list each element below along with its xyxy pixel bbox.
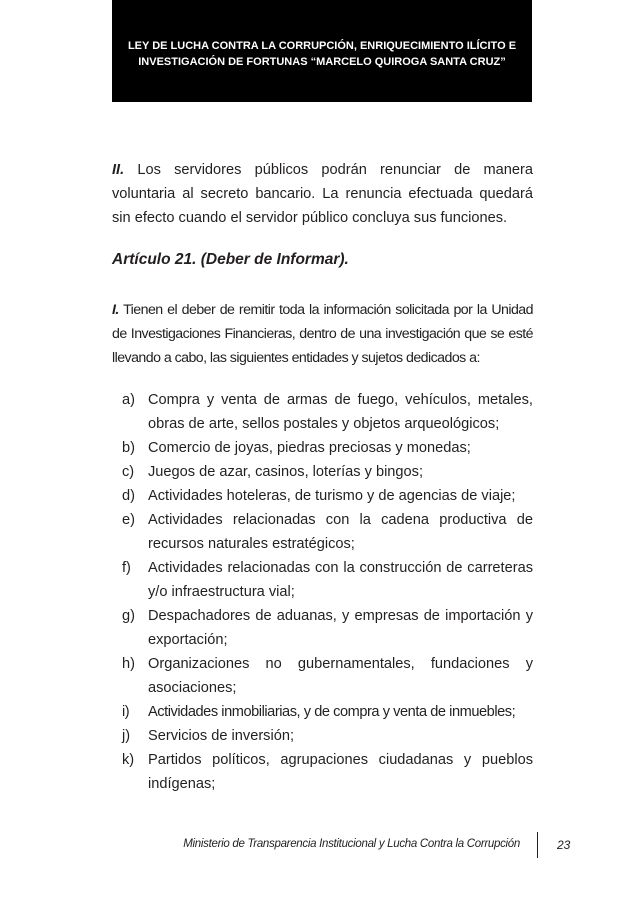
- list-item: [112, 460, 533, 484]
- list-item-marker: a): [122, 392, 135, 408]
- list-item: [112, 748, 533, 796]
- list-item-text: Actividades hoteleras, de turismo y de agencias de viaje;: [148, 488, 516, 504]
- list-item-text: Juegos de azar, casinos, loterías y bingos;: [148, 464, 424, 480]
- list-item-text: Partidos políticos, agrupaciones ciudadanas y pueblos indígenas;: [148, 752, 533, 792]
- footer-ministry-name: Ministerio de Transparencia Institucional y Lucha Contra la Corrupción: [183, 838, 520, 850]
- list-item-text: Actividades relacionadas con la cadena productiva de recursos naturales estratégicos;: [148, 512, 533, 552]
- list-item-text: Despachadores de aduanas, y empresas de importación y exportación;: [148, 608, 533, 648]
- list-item: [112, 556, 533, 604]
- list-item-text: Servicios de inversión;: [148, 728, 295, 744]
- list-item: [112, 508, 533, 556]
- list-item: [112, 484, 533, 508]
- list-item: [112, 436, 533, 460]
- article-heading: Artículo 21. (Deber de Informar).: [112, 251, 349, 268]
- paragraph-i: [112, 298, 533, 370]
- list-item-text: Actividades relacionadas con la construcción de carreteras y/o infraestructura vial;: [148, 560, 533, 600]
- list-item: [112, 700, 533, 724]
- list-item: [112, 388, 533, 436]
- paragraph-ii-text: Los servidores públicos podrán renunciar de manera voluntaria al secreto bancario. La renuncia efectuada quedará sin efecto cuando el servidor público concluya sus funciones.: [112, 162, 534, 226]
- list-item-text: Actividades inmobiliarias, y de compra y venta de inmuebles;: [148, 704, 516, 720]
- list-item-marker: c): [122, 464, 135, 480]
- list-item-marker: j): [122, 728, 131, 744]
- list-item-marker: k): [122, 752, 135, 768]
- list-item-marker: e): [122, 512, 135, 528]
- list-item-text: Comercio de joyas, piedras preciosas y monedas;: [148, 440, 471, 456]
- list-item-marker: b): [122, 440, 135, 456]
- document-body: [112, 158, 533, 796]
- list-item: [112, 724, 533, 748]
- list-item: [112, 652, 533, 700]
- list-item-text: Organizaciones no gubernamentales, fundaciones y asociaciones;: [148, 656, 533, 696]
- paragraph-i-number: I.: [112, 302, 119, 318]
- list-item-text: Compra y venta de armas de fuego, vehículos, metales, obras de arte, sellos postales y objetos arqueológicos;: [148, 392, 533, 432]
- list-item-marker: h): [122, 656, 135, 672]
- paragraph-ii: [112, 158, 533, 230]
- list-item-marker: i): [122, 704, 130, 720]
- entities-list: [112, 388, 533, 796]
- list-item-marker: d): [122, 488, 135, 504]
- header-title-line-2: INVESTIGACIÓN DE FORTUNAS “MARCELO QUIROGA SANTA CRUZ”: [138, 56, 506, 68]
- page-number: 23: [557, 838, 571, 852]
- header-title: [112, 38, 532, 70]
- paragraph-i-text: Tienen el deber de remitir toda la información solicitada por la Unidad de Investigaciones Financieras, dentro de una investigación que se esté llevando a cabo, las siguientes entidades y sujetos dedicados a:: [112, 302, 533, 366]
- list-item: [112, 604, 533, 652]
- footer-divider: [537, 832, 538, 858]
- list-item-marker: f): [122, 560, 131, 576]
- paragraph-ii-number: II.: [112, 162, 125, 178]
- header-title-line-1: LEY DE LUCHA CONTRA LA CORRUPCIÓN, ENRIQUECIMIENTO ILÍCITO E: [127, 40, 517, 52]
- list-item-marker: g): [122, 608, 135, 624]
